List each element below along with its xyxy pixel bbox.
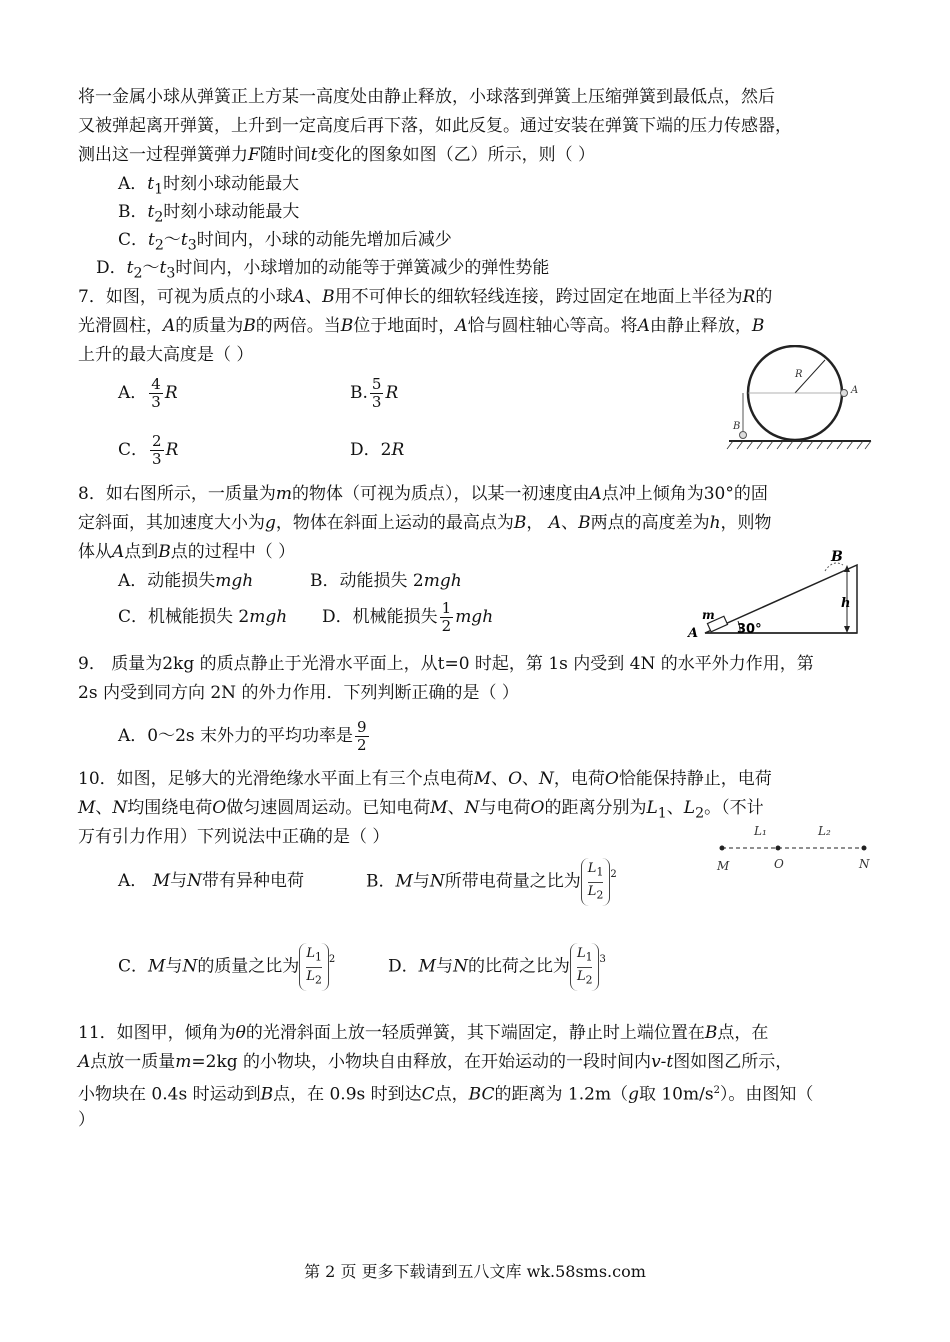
figure-label-a: A bbox=[688, 626, 699, 640]
ball-a bbox=[841, 390, 848, 397]
q10-line3: 万有引力作用）下列说法中正确的是（ ） bbox=[78, 827, 390, 847]
ground-hatch bbox=[727, 441, 871, 449]
q9-line1: 9． 质量为2kg 的质点静止于光滑水平面上，从t=0 时起，第 1s 内受到 4N 的水平外力作用，第 bbox=[78, 654, 814, 674]
q6-option-c: C．$t_2\sim t_3$时间内，小球的动能先增加后减少 bbox=[118, 230, 452, 254]
q9-option-a: A．0～2s 末外力的平均功率是 $\frac{9}{2}$ bbox=[118, 718, 367, 754]
figure-label-n: N bbox=[859, 857, 870, 871]
q7-cylinder-figure bbox=[725, 345, 875, 457]
q7-line2: 光滑圆柱，A的质量为B的两倍。当B位于地面时，A恰与圆柱轴心等高。将A由静止释放，B bbox=[78, 316, 765, 336]
figure-label-r: R bbox=[795, 369, 803, 380]
ball-b bbox=[740, 432, 747, 439]
q8-option-b: B．动能损失 2mgh bbox=[310, 571, 462, 591]
q6-line3: 测出这一过程弹簧弹力F随时间t变化的图象如图（乙）所示，则（ ） bbox=[78, 145, 596, 165]
q7-option-b: B. $\frac{5}{3}$ R bbox=[350, 375, 399, 411]
q8-option-c: C．机械能损失 2mgh bbox=[118, 607, 288, 627]
q10-option-c: C．M与N的质量之比为 $\frac{L_1}{L_2}^2$ bbox=[118, 943, 335, 991]
q9-line2: 2s 内受到同方向 2N 的外力作用．下列判断正确的是（ ） bbox=[78, 683, 519, 703]
figure-label-m: M bbox=[717, 859, 730, 873]
figure-label-l2: L₂ bbox=[818, 824, 831, 838]
q8-line2: 定斜面，其加速度大小为g，物体在斜面上运动的最高点为B， A、B两点的高度差为h，则物 bbox=[78, 513, 772, 533]
q11-line3: 小物块在 0.4s 时运动到B点，在 0.9s 时到达C点，BC的距离为 1.2m（g取 $10m/s^2$）。由图知（ bbox=[78, 1084, 814, 1105]
charge-o bbox=[776, 846, 781, 851]
page-footer: 第 2 页 更多下载请到五八文库 wk.58sms.com bbox=[304, 1262, 646, 1281]
height-arrow-head-down bbox=[844, 626, 850, 633]
q6-option-d: D．$t_2\sim t_3$时间内，小球增加的动能等于弹簧减少的弹性势能 bbox=[96, 258, 550, 282]
q7-option-a: A． $\frac{4}{3}$ R bbox=[118, 375, 178, 411]
q10-line2: M、N均围绕电荷O做匀速圆周运动。已知电荷M、N与电荷O的距离分别为$L_1$、$L_2$。（不计 bbox=[78, 798, 764, 822]
q10-line1: 10．如图，足够大的光滑绝缘水平面上有三个点电荷M、O、N，电荷O恰能保持静止，电荷 bbox=[78, 769, 772, 789]
incline-triangle bbox=[705, 565, 857, 633]
q7-option-c: C． $\frac{2}{3}$ R bbox=[118, 432, 179, 468]
figure-label-o: O bbox=[774, 857, 784, 871]
figure-label-h: h bbox=[841, 596, 851, 611]
q7-option-d: D．2R bbox=[350, 440, 405, 460]
q6-line2: 又被弹起离开弹簧，上升到一定高度后再下落，如此反复。通过安装在弹簧下端的压力传感器， bbox=[78, 116, 792, 136]
figure-label-b: B bbox=[733, 421, 741, 432]
figure-label-angle: 30° bbox=[737, 622, 762, 637]
q6-option-a: A．$t_1$时刻小球动能最大 bbox=[118, 174, 300, 198]
q8-option-d: D．机械能损失 $\frac{1}{2}$ mgh bbox=[322, 599, 494, 635]
charge-m bbox=[720, 846, 725, 851]
q11-line2: A点放一质量m=2kg 的小物块，小物块自由释放，在开始运动的一段时间内v-t图如图乙所示， bbox=[78, 1052, 793, 1072]
q8-line3: 体从A点到B点的过程中（ ） bbox=[78, 542, 296, 562]
q6-option-b: B．$t_2$时刻小球动能最大 bbox=[118, 202, 300, 226]
q10-option-a: A． M与N带有异种电荷 bbox=[118, 871, 304, 891]
figure-label-b: B bbox=[831, 549, 843, 565]
q8-line1: 8．如右图所示，一质量为m的物体（可视为质点），以某一初速度由A点冲上倾角为30°的固 bbox=[78, 484, 768, 504]
figure-label-a: A bbox=[851, 385, 859, 396]
charge-n bbox=[862, 846, 867, 851]
q10-charge-figure bbox=[710, 818, 870, 876]
q7-line1: 7．如图，可视为质点的小球A、B用不可伸长的细软轻线连接，跨过固定在地面上半径为R的 bbox=[78, 287, 773, 307]
figure-label-m: m bbox=[702, 608, 715, 622]
q11-line4: ） bbox=[78, 1110, 95, 1130]
q10-option-b: B．M与N所带电荷量之比为 $\frac{L_1}{L_2}^2$ bbox=[366, 858, 617, 906]
q8-option-a: A．动能损失mgh bbox=[118, 571, 254, 591]
q10-option-d: D．M与N的比荷之比为 $\frac{L_1}{L_2}^3$ bbox=[388, 943, 606, 991]
q11-line1: 11．如图甲，倾角为θ的光滑斜面上放一轻质弹簧，其下端固定，静止时上端位置在B点，在 bbox=[78, 1023, 769, 1043]
q7-line3: 上升的最大高度是（ ） bbox=[78, 345, 254, 365]
q8-incline-figure bbox=[685, 545, 865, 640]
figure-label-l1: L₁ bbox=[754, 824, 767, 838]
q6-line1: 将一金属小球从弹簧正上方某一高度处由静止释放，小球落到弹簧上压缩弹簧到最低点，然后 bbox=[78, 87, 775, 107]
